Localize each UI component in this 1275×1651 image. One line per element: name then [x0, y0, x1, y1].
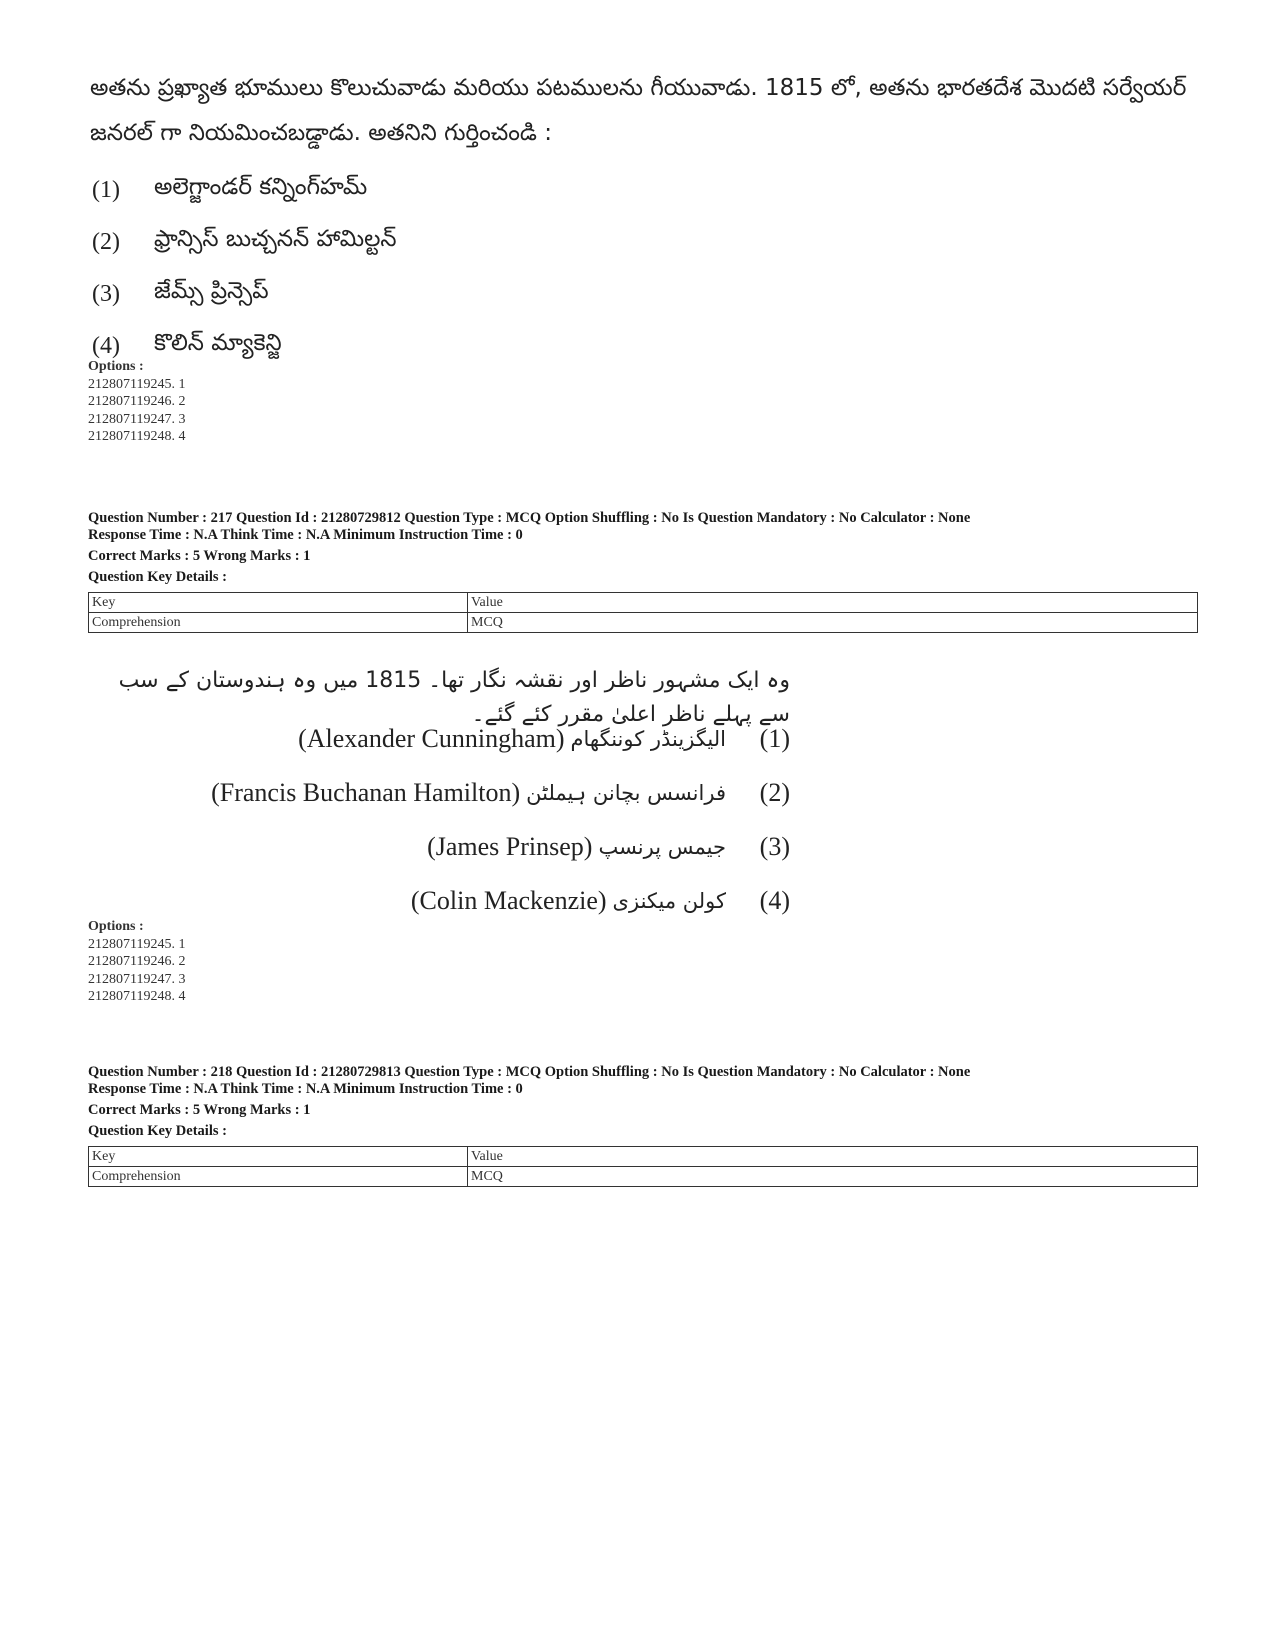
option-number: (4): [92, 332, 120, 359]
table-row: [89, 1167, 1198, 1187]
telugu-question-text: అతను ప్రఖ్యాత భూములు కొలుచువాడు మరియు పటములను గీయువాడు. 1815 లో, అతను భారతదేశ మొదటి సర్వేయర్ జనరల్ గా నియమించబడ్డాడు. అతనిని గుర్తించండి :: [90, 75, 1187, 146]
key-details-label: Question Key Details :: [88, 569, 227, 585]
telugu-option-3: [92, 268, 397, 320]
option-number: (2): [759, 778, 790, 807]
key-value-table: [88, 592, 1198, 633]
option-id: 212807119248. 4: [88, 989, 186, 1004]
option-number: (3): [759, 832, 790, 861]
option-english: (Francis Buchanan Hamilton): [211, 778, 521, 807]
urdu-option-1: [150, 712, 790, 766]
option-number: (1): [759, 724, 790, 753]
table-row: [89, 613, 1198, 633]
table-cell: Key: [89, 593, 468, 613]
marks-line: Correct Marks : 5 Wrong Marks : 1: [88, 548, 311, 564]
table-cell: Value: [468, 593, 1198, 613]
option-id: 212807119246. 2: [88, 394, 186, 409]
option-urdu: فرانسس بچانن ہیملٹن: [526, 781, 726, 805]
table-cell: Comprehension: [89, 1167, 468, 1187]
option-number: (2): [92, 228, 120, 255]
option-id: 212807119246. 2: [88, 954, 186, 969]
option-text: జేమ్స్ ప్రిన్సెప్: [154, 278, 269, 304]
question-meta-line: Question Number : 218 Question Id : 21280729813 Question Type : MCQ Option Shuffling : No Is Question Mandatory : No Calculator : None: [88, 1064, 971, 1080]
option-id: 212807119247. 3: [88, 411, 186, 427]
option-english: (Colin Mackenzie): [410, 886, 607, 915]
question-meta-218: [88, 1064, 1198, 1140]
option-id: 212807119245. 1: [88, 936, 186, 952]
question-meta-line: Response Time : N.A Think Time : N.A Minimum Instruction Time : 0: [88, 527, 523, 543]
table-cell: MCQ: [468, 613, 1198, 633]
option-text: ఫ్రాన్సిస్ బుచ్చనన్ హామిల్టన్: [154, 226, 397, 252]
option-number: (4): [759, 886, 790, 915]
option-text: అలెగ్జాండర్ కన్నింగ్‌హమ్: [154, 174, 368, 200]
telugu-option-1: [92, 164, 397, 216]
options-title: Options :: [88, 919, 144, 934]
question-meta-line: Question Number : 217 Question Id : 21280729812 Question Type : MCQ Option Shuffling : No Is Question Mandatory : No Calculator : None: [88, 510, 971, 526]
table-cell: Key: [89, 1147, 468, 1167]
table-cell: Comprehension: [89, 613, 468, 633]
options-id-list: [88, 358, 185, 446]
options-title: Options :: [88, 359, 144, 374]
option-id: 212807119245. 1: [88, 376, 186, 392]
key-details-label: Question Key Details :: [88, 1123, 227, 1139]
telugu-options-list: [92, 164, 397, 372]
option-english: (Alexander Cunningham): [298, 724, 565, 753]
option-number: (1): [92, 176, 120, 203]
option-urdu: جیمس پرنسپ: [598, 835, 726, 859]
marks-line: Correct Marks : 5 Wrong Marks : 1: [88, 1102, 311, 1118]
options-id-list: [88, 918, 185, 1006]
urdu-option-4: [150, 874, 790, 928]
question-meta-217: [88, 510, 1198, 586]
table-cell: MCQ: [468, 1167, 1198, 1187]
option-text: కొలిన్ మ్యాకెన్జి: [154, 330, 282, 356]
table-cell: Value: [468, 1147, 1198, 1167]
urdu-option-2: [150, 766, 790, 820]
question-meta-line: Response Time : N.A Think Time : N.A Minimum Instruction Time : 0: [88, 1081, 523, 1097]
option-number: (3): [92, 280, 120, 307]
option-urdu: کولن میکنزی: [612, 889, 726, 913]
option-urdu: الیگزینڈر کوننگھام: [570, 727, 726, 751]
key-value-table: [88, 1146, 1198, 1187]
table-header-row: [89, 593, 1198, 613]
option-id: 212807119248. 4: [88, 429, 186, 444]
urdu-question-text: وہ ایک مشہور ناظر اور نقشہ نگار تھا۔ 1815 میں وہ ہندوستان کے سب سے پہلے ناظر اعلیٰ مقرر کئے گئے۔: [118, 668, 790, 727]
telugu-option-2: [92, 216, 397, 268]
urdu-option-3: [150, 820, 790, 874]
table-header-row: [89, 1147, 1198, 1167]
urdu-options-list: [150, 712, 790, 928]
option-english: (James Prinsep): [427, 832, 593, 861]
option-id: 212807119247. 3: [88, 971, 186, 987]
